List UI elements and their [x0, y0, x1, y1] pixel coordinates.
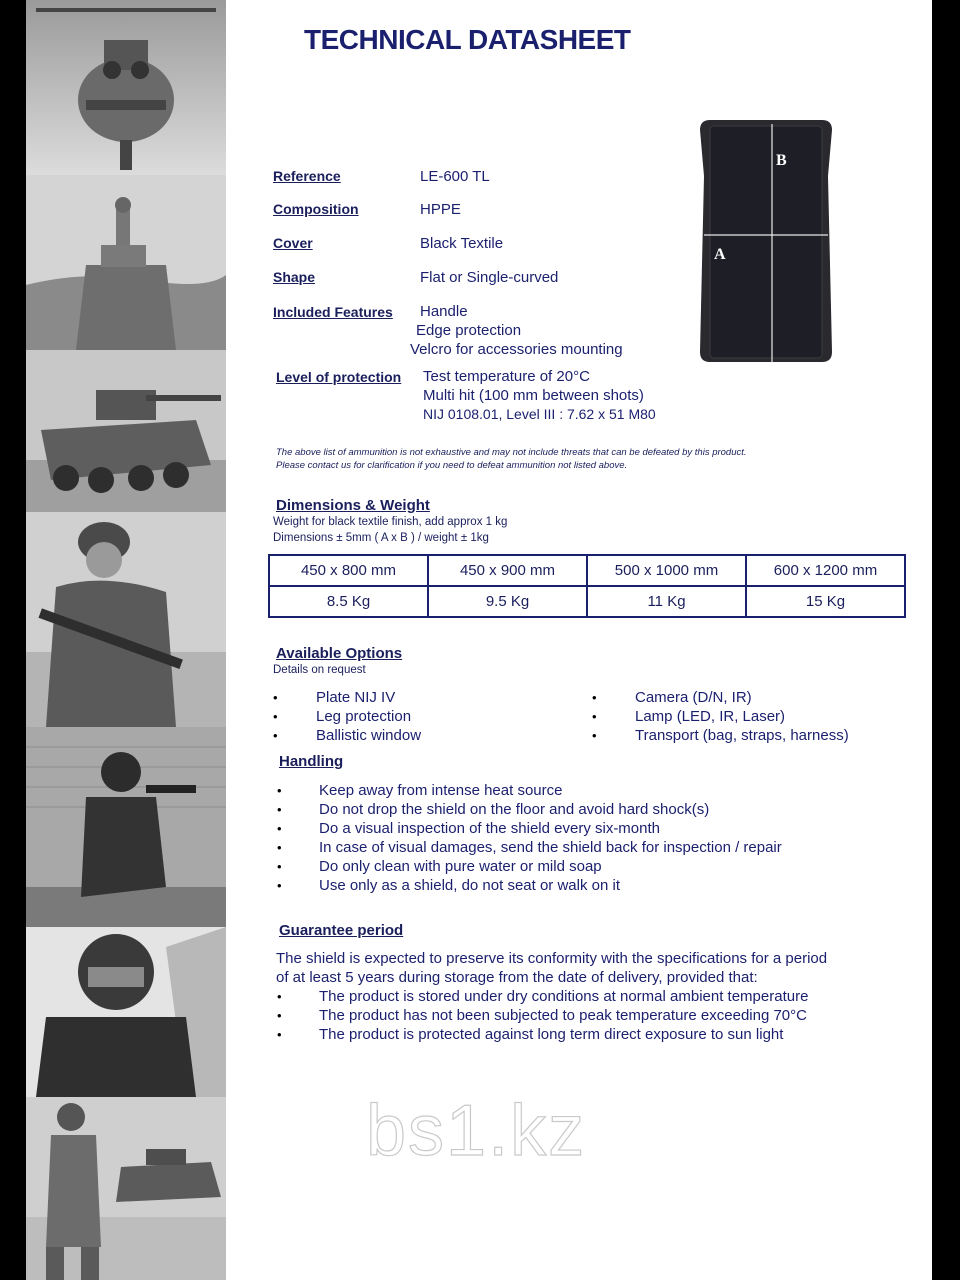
- spec-value-feature-handle: Handle: [420, 303, 468, 320]
- page-title: TECHNICAL DATASHEET: [304, 24, 631, 55]
- spec-value-protection-temp: Test temperature of 20°C: [423, 368, 590, 385]
- spec-label-shape: Shape: [273, 269, 316, 285]
- bullet-icon: •: [277, 840, 282, 855]
- weight-cell: 9.5 Kg: [428, 586, 587, 617]
- size-cell: 600 x 1200 mm: [746, 555, 905, 586]
- bullet-icon: •: [277, 821, 282, 836]
- dimensions-table: [268, 554, 906, 618]
- spec-value-shape: Flat or Single-curved: [420, 269, 559, 286]
- size-cell: 450 x 800 mm: [269, 555, 428, 586]
- dimensions-heading: Dimensions & Weight: [276, 497, 430, 514]
- list-item: • Use only as a shield, do not seat or walk on it: [277, 877, 620, 894]
- table-row-weights: [269, 586, 905, 617]
- bullet-icon: •: [273, 709, 278, 724]
- bullet-icon: •: [277, 1027, 282, 1042]
- spec-value-composition: HPPE: [420, 201, 461, 218]
- guarantee-para-2: of at least 5 years during storage from the date of delivery, provided that:: [276, 969, 758, 986]
- list-item: • Do not drop the shield on the floor and avoid hard shock(s): [277, 801, 710, 818]
- dimensions-note-tolerance: Dimensions ± 5mm ( A x B ) / weight ± 1kg: [273, 532, 489, 544]
- guarantee-para-1: The shield is expected to preserve its conformity with the specifications for a period: [276, 950, 828, 967]
- options-list-left: [273, 688, 573, 745]
- shield-label-b: B: [776, 152, 787, 169]
- size-cell: 450 x 900 mm: [428, 555, 587, 586]
- watermark: bs1.kz: [366, 1091, 587, 1171]
- options-subheading: Details on request: [273, 664, 366, 676]
- disclaimer-line-1: The above list of ammunition is not exhaustive and may not include threats that can be defeated by this product.: [276, 447, 747, 458]
- spec-label-protection: Level of protection: [276, 369, 402, 385]
- options-heading: Available Options: [276, 645, 403, 662]
- bullet-icon: •: [277, 859, 282, 874]
- list-item: • Do only clean with pure water or mild soap: [277, 858, 602, 875]
- dimensions-note-weight: Weight for black textile finish, add approx 1 kg: [273, 516, 508, 528]
- list-item: • The product has not been subjected to peak temperature exceeding 70°C: [277, 1007, 807, 1024]
- bullet-icon: •: [277, 802, 282, 817]
- list-item: • Leg protection: [273, 708, 412, 725]
- list-item: • Transport (bag, straps, harness): [592, 727, 849, 744]
- options-list-right: [592, 688, 912, 745]
- spec-value-protection-nij: NIJ 0108.01, Level III : 7.62 x 51 M80: [423, 406, 656, 422]
- spec-label-composition: Composition: [273, 201, 359, 217]
- datasheet-page: [26, 0, 932, 1280]
- spec-label-cover: Cover: [273, 235, 313, 251]
- ammunition-disclaimer: [276, 446, 836, 472]
- disclaimer-line-2: Please contact us for clarification if you need to defeat ammunition not listed above.: [276, 460, 628, 471]
- list-item: • Ballistic window: [273, 727, 422, 744]
- shield-label-a: A: [714, 246, 726, 263]
- bullet-icon: •: [277, 878, 282, 893]
- weight-cell: 8.5 Kg: [269, 586, 428, 617]
- spec-label-features: Included Features: [273, 304, 393, 320]
- size-cell: 500 x 1000 mm: [587, 555, 746, 586]
- spec-label-reference: Reference: [273, 168, 341, 184]
- bullet-icon: •: [273, 728, 278, 743]
- weight-cell: 11 Kg: [587, 586, 746, 617]
- handling-heading: Handling: [279, 753, 344, 770]
- list-item: • Plate NIJ IV: [273, 689, 396, 706]
- list-item: • Do a visual inspection of the shield every six-month: [277, 820, 661, 837]
- table-row-sizes: [269, 555, 905, 586]
- list-item: • In case of visual damages, send the shield back for inspection / repair: [277, 839, 782, 856]
- bullet-icon: •: [592, 690, 597, 705]
- bullet-icon: •: [592, 728, 597, 743]
- list-item: • Keep away from intense heat source: [277, 782, 563, 799]
- shield-diagram: [696, 116, 836, 366]
- spec-value-feature-edge: Edge protection: [416, 322, 522, 339]
- list-item: • The product is protected against long term direct exposure to sun light: [277, 1026, 784, 1043]
- spec-value-feature-velcro: Velcro for accessories mounting: [410, 341, 623, 358]
- guarantee-list: [277, 987, 897, 1044]
- datasheet-content: [26, 0, 932, 1280]
- bullet-icon: •: [277, 783, 282, 798]
- list-item: • Camera (D/N, IR): [592, 689, 752, 706]
- spec-value-protection-multihit: Multi hit (100 mm between shots): [423, 387, 644, 404]
- bullet-icon: •: [277, 989, 282, 1004]
- bullet-icon: •: [277, 1008, 282, 1023]
- spec-value-reference: LE-600 TL: [420, 168, 490, 185]
- weight-cell: 15 Kg: [746, 586, 905, 617]
- handling-list: [277, 781, 897, 895]
- bullet-icon: •: [273, 690, 278, 705]
- list-item: • Lamp (LED, IR, Laser): [592, 708, 786, 725]
- spec-value-cover: Black Textile: [420, 235, 504, 252]
- bullet-icon: •: [592, 709, 597, 724]
- list-item: • The product is stored under dry conditions at normal ambient temperature: [277, 988, 809, 1005]
- guarantee-heading: Guarantee period: [279, 922, 404, 939]
